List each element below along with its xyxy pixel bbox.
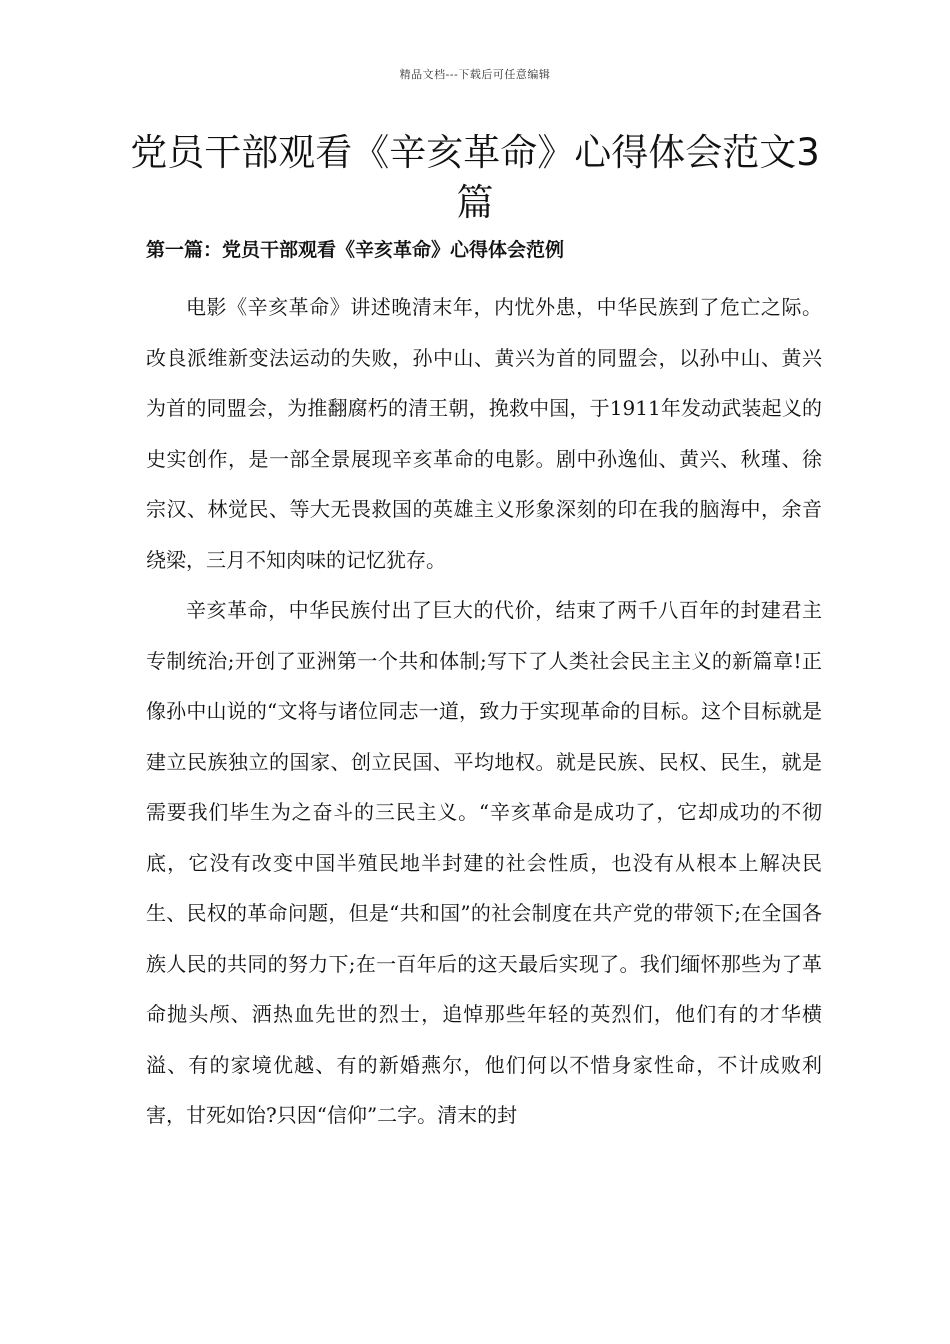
- body-paragraph: 辛亥革命，中华民族付出了巨大的代价，结束了两千八百年的封建君主专制统治;开创了亚洲第一个共和体制;写下了人类社会民主主义的新篇章!正像孙中山说的“文将与诸位同志一道，致力于实现革命的目标。这个目标就是建立民族独立的国家、创立民国、平均地权。就是民族、民权、民生，就是需要我们毕生为之奋斗的三民主义。“辛亥革命是成功了，它却成功的不彻底，它没有改变中国半殖民地半封建的社会性质，也没有从根本上解决民生、民权的革命问题，但是“共和国”的社会制度在共产党的带领下;在全国各族人民的共同的努力下;在一百年后的这天最后实现了。我们缅怀那些为了革命抛头颅、洒热血先世的烈士，追悼那些年轻的英烈们，他们有的才华横溢、有的家境优越、有的新婚燕尔，他们何以不惜身家性命，不计成败利害，甘死如饴?只因“信仰”二字。清末的封: [146, 598, 822, 1127]
- document-body: [146, 282, 822, 1141]
- header-note: 精品文档---下载后可任意编辑: [399, 68, 551, 81]
- body-paragraph: 电影《辛亥革命》讲述晚清末年，内忧外患，中华民族到了危亡之际。改良派维新变法运动的失败，孙中山、黄兴为首的同盟会，以孙中山、黄兴为首的同盟会，为推翻腐朽的清王朝，挽救中国，于1911年发动武装起义的史实创作，是一部全景展现辛亥革命的电影。剧中孙逸仙、黄兴、秋瑾、徐宗汉、林觉民、等大无畏救国的英雄主义形象深刻的印在我的脑海中，余音绕梁，三月不知肉味的记忆犹存。: [146, 295, 822, 572]
- section-heading: 第一篇：党员干部观看《辛亥革命》心得体会范例: [146, 239, 565, 261]
- document-title: 党员干部观看《辛亥革命》心得体会范文3篇: [130, 131, 820, 224]
